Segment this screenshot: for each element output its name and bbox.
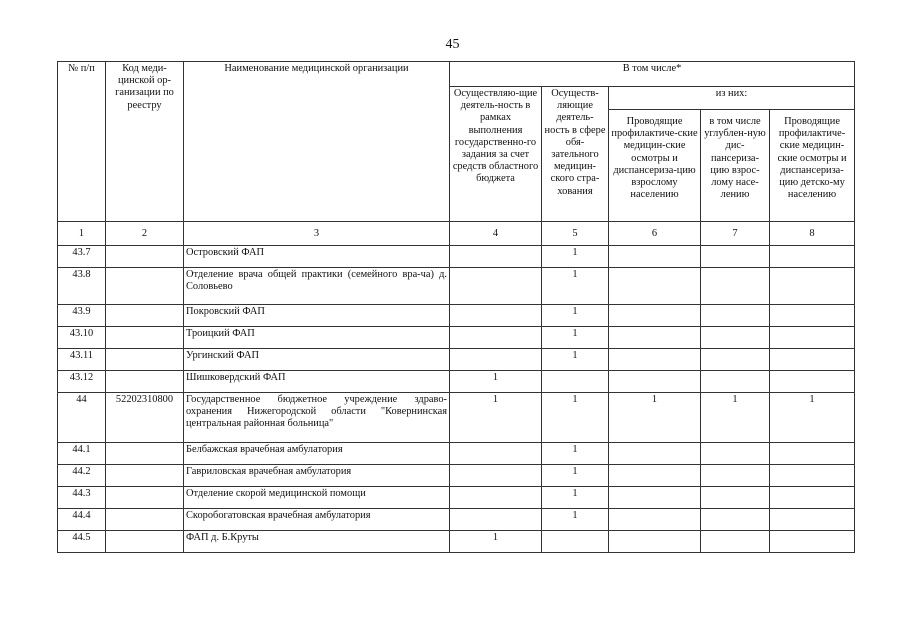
organizations-table — [57, 61, 855, 553]
row-child-flag — [770, 246, 855, 268]
row-oms-flag: 1 — [542, 393, 609, 443]
column-number: 1 — [58, 222, 106, 246]
row-number: 43.12 — [58, 371, 106, 393]
row-state-flag: 1 — [450, 371, 542, 393]
row-code: 52202310800 — [106, 393, 184, 443]
row-name: Покровский ФАП — [184, 305, 450, 327]
row-code — [106, 268, 184, 305]
row-code — [106, 443, 184, 465]
column-number: 7 — [701, 222, 770, 246]
row-code — [106, 349, 184, 371]
row-deep-flag — [701, 371, 770, 393]
header-group: В том числе* — [450, 62, 855, 87]
row-oms-flag: 1 — [542, 465, 609, 487]
row-code — [106, 531, 184, 553]
table-row — [58, 531, 855, 553]
row-state-flag — [450, 305, 542, 327]
row-adult-flag — [609, 246, 701, 268]
table-row — [58, 443, 855, 465]
row-adult-flag — [609, 327, 701, 349]
table-row — [58, 487, 855, 509]
row-name: Ургинский ФАП — [184, 349, 450, 371]
row-oms-flag: 1 — [542, 443, 609, 465]
row-oms-flag: 1 — [542, 487, 609, 509]
row-child-flag: 1 — [770, 393, 855, 443]
row-deep-flag — [701, 327, 770, 349]
row-deep-flag — [701, 305, 770, 327]
row-oms-flag: 1 — [542, 305, 609, 327]
row-deep-flag — [701, 349, 770, 371]
row-name: Шишковердский ФАП — [184, 371, 450, 393]
column-number: 5 — [542, 222, 609, 246]
row-child-flag — [770, 487, 855, 509]
row-adult-flag — [609, 531, 701, 553]
row-state-flag — [450, 487, 542, 509]
row-deep-flag — [701, 487, 770, 509]
row-adult-flag — [609, 465, 701, 487]
column-number-row — [58, 222, 855, 246]
row-state-flag — [450, 509, 542, 531]
row-adult-flag — [609, 349, 701, 371]
row-state-flag — [450, 465, 542, 487]
row-state-flag — [450, 327, 542, 349]
header-deep: в том числе углублен-ную дис-пансериза-цию взрос-лому насе-лению — [701, 110, 770, 222]
row-number: 44.2 — [58, 465, 106, 487]
header-child: Проводящие профилактиче-ские медицин-ские осмотры и диспансериза-цию детско-му населению — [770, 110, 855, 222]
row-state-flag — [450, 246, 542, 268]
row-child-flag — [770, 443, 855, 465]
row-oms-flag: 1 — [542, 268, 609, 305]
row-adult-flag — [609, 487, 701, 509]
row-state-flag: 1 — [450, 393, 542, 443]
header-subgroup: из них: — [609, 87, 855, 110]
column-number: 3 — [184, 222, 450, 246]
table-row — [58, 465, 855, 487]
row-name: Гавриловская врачебная амбулатория — [184, 465, 450, 487]
row-adult-flag — [609, 268, 701, 305]
row-adult-flag — [609, 305, 701, 327]
row-child-flag — [770, 371, 855, 393]
row-code — [106, 487, 184, 509]
row-state-flag — [450, 443, 542, 465]
row-code — [106, 305, 184, 327]
row-state-flag: 1 — [450, 531, 542, 553]
table-row — [58, 349, 855, 371]
row-code — [106, 371, 184, 393]
row-deep-flag — [701, 443, 770, 465]
row-oms-flag — [542, 531, 609, 553]
row-child-flag — [770, 327, 855, 349]
row-adult-flag — [609, 443, 701, 465]
header-num: № п/п — [58, 62, 106, 222]
row-name: Скоробогатовская врачебная амбулатория — [184, 509, 450, 531]
row-deep-flag — [701, 246, 770, 268]
page-number: 45 — [445, 37, 460, 52]
row-adult-flag: 1 — [609, 393, 701, 443]
row-state-flag — [450, 349, 542, 371]
row-code — [106, 509, 184, 531]
table-row — [58, 246, 855, 268]
row-deep-flag — [701, 465, 770, 487]
row-name: Островский ФАП — [184, 246, 450, 268]
row-adult-flag — [609, 371, 701, 393]
row-oms-flag: 1 — [542, 246, 609, 268]
row-code — [106, 246, 184, 268]
row-state-flag — [450, 268, 542, 305]
row-child-flag — [770, 349, 855, 371]
row-name: ФАП д. Б.Круты — [184, 531, 450, 553]
row-child-flag — [770, 509, 855, 531]
row-number: 43.7 — [58, 246, 106, 268]
row-child-flag — [770, 465, 855, 487]
table-row — [58, 371, 855, 393]
row-code — [106, 327, 184, 349]
row-deep-flag — [701, 531, 770, 553]
row-deep-flag — [701, 268, 770, 305]
row-number: 44.1 — [58, 443, 106, 465]
header-oms: Осуществ-ляющие деятель-ность в сфере обя-зательного медицин-ского стра-хования — [542, 87, 609, 222]
row-child-flag — [770, 531, 855, 553]
row-deep-flag — [701, 509, 770, 531]
row-number: 44.5 — [58, 531, 106, 553]
table-row — [58, 305, 855, 327]
table-row — [58, 509, 855, 531]
row-name: Отделение врача общей практики (семейного вра-ча) д. Соловьево — [184, 268, 450, 305]
row-oms-flag: 1 — [542, 509, 609, 531]
row-number: 43.11 — [58, 349, 106, 371]
table-row — [58, 268, 855, 305]
header-state: Осуществляю-щие деятель-ность в рамках выполнения государственно-го задания за счет средств областного бюджета — [450, 87, 542, 222]
row-oms-flag: 1 — [542, 327, 609, 349]
row-deep-flag: 1 — [701, 393, 770, 443]
column-number: 8 — [770, 222, 855, 246]
row-code — [106, 465, 184, 487]
row-number: 43.10 — [58, 327, 106, 349]
row-adult-flag — [609, 509, 701, 531]
row-child-flag — [770, 305, 855, 327]
row-name: Белбажская врачебная амбулатория — [184, 443, 450, 465]
header-adult: Проводящие профилактиче-ские медицин-ские осмотры и диспансериза-цию взрослому населению — [609, 110, 701, 222]
row-name: Отделение скорой медицинской помощи — [184, 487, 450, 509]
column-number: 4 — [450, 222, 542, 246]
row-number: 44.3 — [58, 487, 106, 509]
row-number: 43.8 — [58, 268, 106, 305]
column-number: 2 — [106, 222, 184, 246]
row-child-flag — [770, 268, 855, 305]
table-row — [58, 393, 855, 443]
row-number: 43.9 — [58, 305, 106, 327]
column-number: 6 — [609, 222, 701, 246]
row-name: Троицкий ФАП — [184, 327, 450, 349]
header-code: Код меди-цинской ор-ганизации по реестру — [106, 62, 184, 222]
header-name: Наименование медицинской организации — [184, 62, 450, 222]
table-row — [58, 327, 855, 349]
row-oms-flag — [542, 371, 609, 393]
row-oms-flag: 1 — [542, 349, 609, 371]
row-name: Государственное бюджетное учреждение здраво-охранения Нижегородской области "Ковернинская центральная районная больница" — [184, 393, 450, 443]
row-number: 44 — [58, 393, 106, 443]
row-number: 44.4 — [58, 509, 106, 531]
